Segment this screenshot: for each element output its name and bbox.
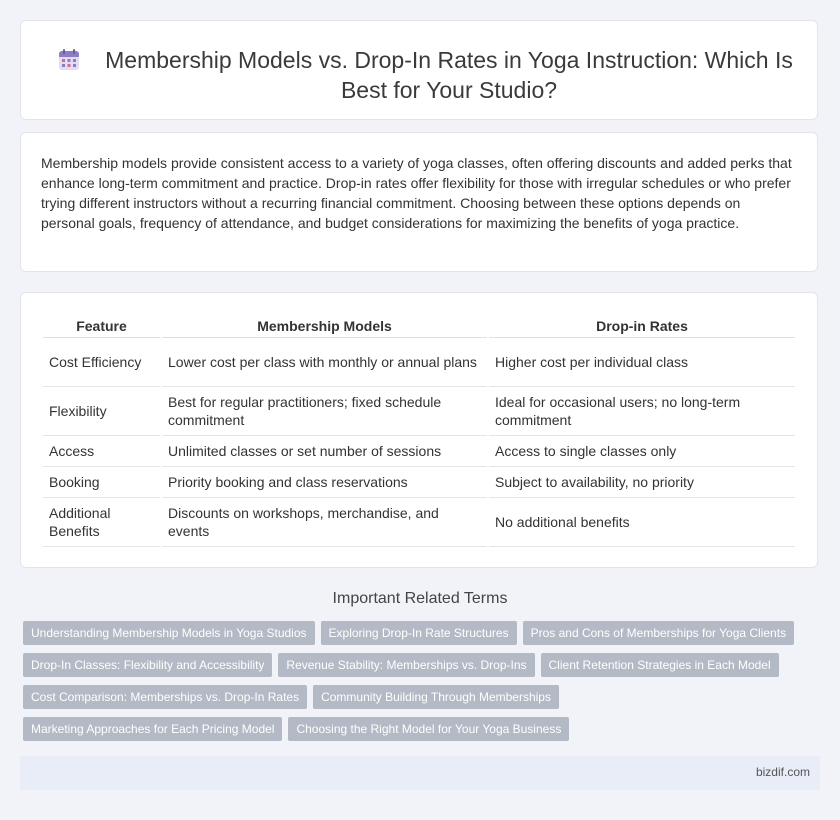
table-cell: Lower cost per class with monthly or annual plans — [162, 338, 487, 387]
table-row — [43, 338, 795, 387]
table-cell: Booking — [43, 467, 160, 498]
table-cell: Higher cost per individual class — [489, 338, 795, 387]
intro-card — [20, 132, 818, 272]
table-cell: Subject to availability, no priority — [489, 467, 795, 498]
related-term-tag[interactable]: Cost Comparison: Memberships vs. Drop-In Rates — [23, 685, 307, 709]
table-cell: Discounts on workshops, merchandise, and events — [162, 498, 487, 547]
table-cell: No additional benefits — [489, 498, 795, 547]
related-term-tag[interactable]: Marketing Approaches for Each Pricing Model — [23, 717, 282, 741]
related-term-tag[interactable]: Client Retention Strategies in Each Model — [541, 653, 779, 677]
table-cell: Cost Efficiency — [43, 338, 160, 387]
footer — [20, 756, 820, 790]
title-card — [20, 20, 818, 120]
table-row — [43, 467, 795, 498]
related-terms-list — [23, 621, 823, 749]
footer-site-link[interactable]: bizdif.com — [755, 765, 810, 779]
related-term-tag[interactable]: Community Building Through Memberships — [313, 685, 559, 709]
related-term-tag[interactable]: Exploring Drop-In Rate Structures — [321, 621, 517, 645]
related-term-tag[interactable]: Drop-In Classes: Flexibility and Accessibility — [23, 653, 272, 677]
column-header-feature: Feature — [43, 315, 160, 338]
table-row — [43, 498, 795, 547]
table-cell: Access to single classes only — [489, 436, 795, 467]
calendar-icon — [57, 48, 81, 72]
table-cell: Best for regular practitioners; fixed schedule commitment — [162, 387, 487, 436]
table-cell: Unlimited classes or set number of sessions — [162, 436, 487, 467]
table-cell: Priority booking and class reservations — [162, 467, 487, 498]
intro-paragraph: Membership models provide consistent access to a variety of yoga classes, often offering discounts and added perks that enhance long-term commitment and practice. Drop-in rates offer flexibility for those with irregular schedules or who prefer trying different instructors without a recurring financial commitment. Choosing between these options depends on personal goals, frequency of attendance, and budget considerations for maximizing the benefits of yoga practice. — [41, 155, 792, 231]
column-header-drop-in: Drop-in Rates — [489, 315, 795, 338]
table-cell: Access — [43, 436, 160, 467]
column-header-membership: Membership Models — [162, 315, 487, 338]
related-term-tag[interactable]: Choosing the Right Model for Your Yoga Business — [288, 717, 569, 741]
related-term-tag[interactable]: Revenue Stability: Memberships vs. Drop-Ins — [278, 653, 534, 677]
related-terms-heading: Important Related Terms — [332, 590, 508, 607]
table-cell: Flexibility — [43, 387, 160, 436]
table-row — [43, 387, 795, 436]
page-title: Membership Models vs. Drop-In Rates in Yoga Instruction: Which Is Best for Your Studio? — [105, 47, 793, 103]
related-term-tag[interactable]: Understanding Membership Models in Yoga Studios — [23, 621, 315, 645]
table-row — [43, 436, 795, 467]
table-cell: Additional Benefits — [43, 498, 160, 547]
comparison-table — [41, 315, 797, 547]
related-term-tag[interactable]: Pros and Cons of Memberships for Yoga Clients — [523, 621, 794, 645]
comparison-table-card — [20, 292, 818, 568]
table-cell: Ideal for occasional users; no long-term commitment — [489, 387, 795, 436]
